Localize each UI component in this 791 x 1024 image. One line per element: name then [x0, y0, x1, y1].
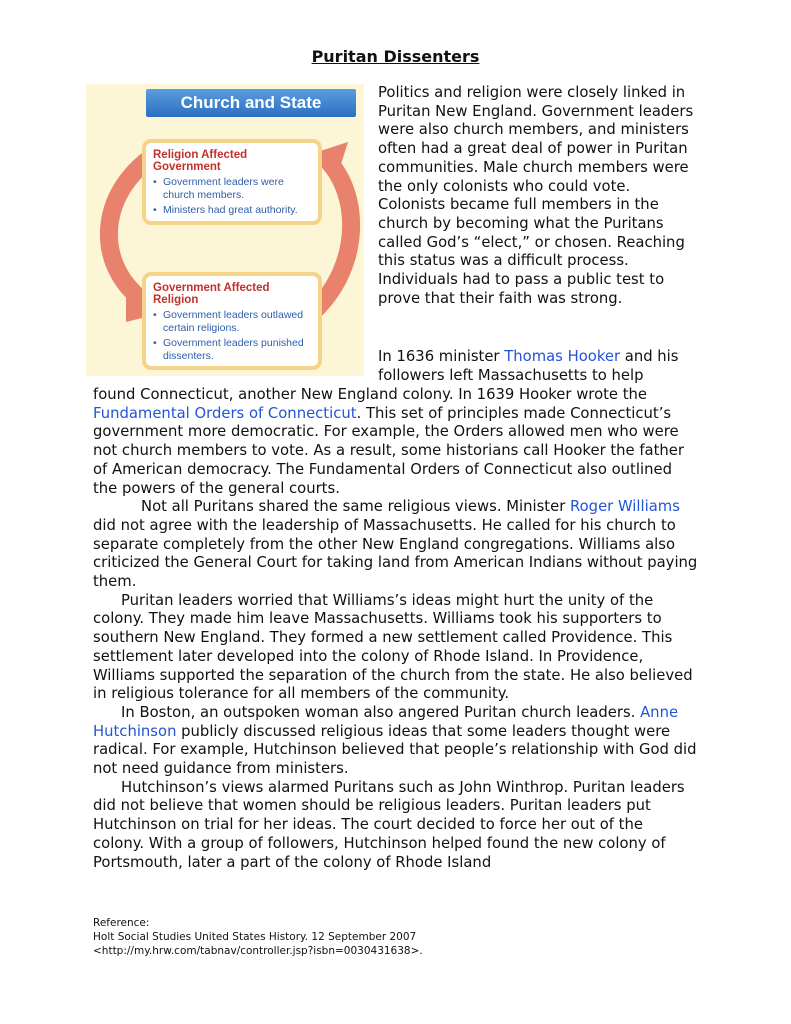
anne-hutchinson-link[interactable]: Anne Hutchinson — [93, 703, 679, 740]
reference-citation: Holt Social Studies United States History. 12 September 2007 — [93, 931, 417, 943]
paragraph-hooker-intro: In 1636 minister Thomas Hooker and his followers left Massachusetts to help — [378, 348, 679, 384]
card-bullet: • Government leaders outlawed certain religions. — [153, 309, 304, 334]
church-and-state-figure — [86, 84, 364, 376]
religion-affected-government-card — [142, 139, 322, 225]
roger-williams-link[interactable]: Roger Williams — [570, 498, 680, 516]
government-affected-religion-card — [142, 272, 322, 370]
paragraph-providence: Puritan leaders worried that Williams’s ideas might hurt the unity of the colony. They made him leave Massachusetts. Williams took his supporters to southern New England. They formed a new settlement called Providence. This settlement later developed into the colony of Rhode Island. In Providence, Williams supported the separation of the church from the state. He also believed in religious tolerance for all members of the community. — [93, 591, 693, 703]
reference-url: <http://my.hrw.com/tabnav/controller.jsp?isbn=0030431638>. — [93, 945, 423, 957]
reference-label: Reference: — [93, 917, 150, 929]
card-heading: Government Affected Religion — [153, 282, 270, 306]
paragraph-portsmouth: Hutchinson’s views alarmed Puritans such as John Winthrop. Puritan leaders did not believe that women should be religious leaders. Puritan leaders put Hutchinson on trial for her ideas. The court decided to force her out of the colony. With a group of followers, Hutchinson helped found the new colony of Portsmouth, later a part of the colony of Rhode Island — [93, 778, 685, 871]
card-bullet: • Government leaders were church members. — [153, 176, 284, 201]
paragraph-hooker-continued: found Connecticut, another New England colony. In 1639 Hooker wrote the Fundamental Orders of Connecticut. This set of principles made Connecticut’s government more democratic. For example, the Orders allowed men who were not church members to vote. As a result, some historians call Hooker the father of American democracy. The Fundamental Orders of Connecticut also outlined the powers of the general courts. — [93, 386, 684, 497]
thomas-hooker-link[interactable]: Thomas Hooker — [504, 348, 621, 365]
body-text — [93, 386, 698, 872]
page-title: Puritan Dissenters — [311, 47, 480, 66]
fundamental-orders-link[interactable]: Fundamental Orders of Connecticut — [93, 404, 357, 422]
figure-banner: Church and State — [146, 89, 356, 117]
card-bullet: • Ministers had great authority. — [153, 204, 298, 216]
paragraph-politics-religion: Politics and religion were closely linked in Puritan New England. Government leaders were also church members, and ministers often had a great deal of power in Puritan communities. Male church members were the only colonists who could vote. Colonists became full members in the church by becoming what the Puritans called God’s “elect,” or chosen. Reaching this status was a difficult process. Individuals had to pass a public test to prove that their faith was strong. — [378, 84, 694, 307]
card-bullet: • Government leaders punished dissenters. — [153, 337, 304, 362]
paragraph-roger-williams: Not all Puritans shared the same religious views. Minister Roger Williams did not agree with the leadership of Massachusetts. He called for his church to separate completely from the other New England congregations. Williams also criticized the General Court for taking land from American Indians without paying them. — [93, 498, 698, 591]
reference-block — [93, 916, 423, 958]
paragraph-anne-hutchinson: In Boston, an outspoken woman also angered Puritan church leaders. Anne Hutchinson publicly discussed religious ideas that some leaders thought were radical. For example, Hutchinson believed that people’s relationship with God did not need guidance from ministers. — [93, 703, 697, 778]
card-heading: Religion Affected Government — [153, 149, 248, 173]
